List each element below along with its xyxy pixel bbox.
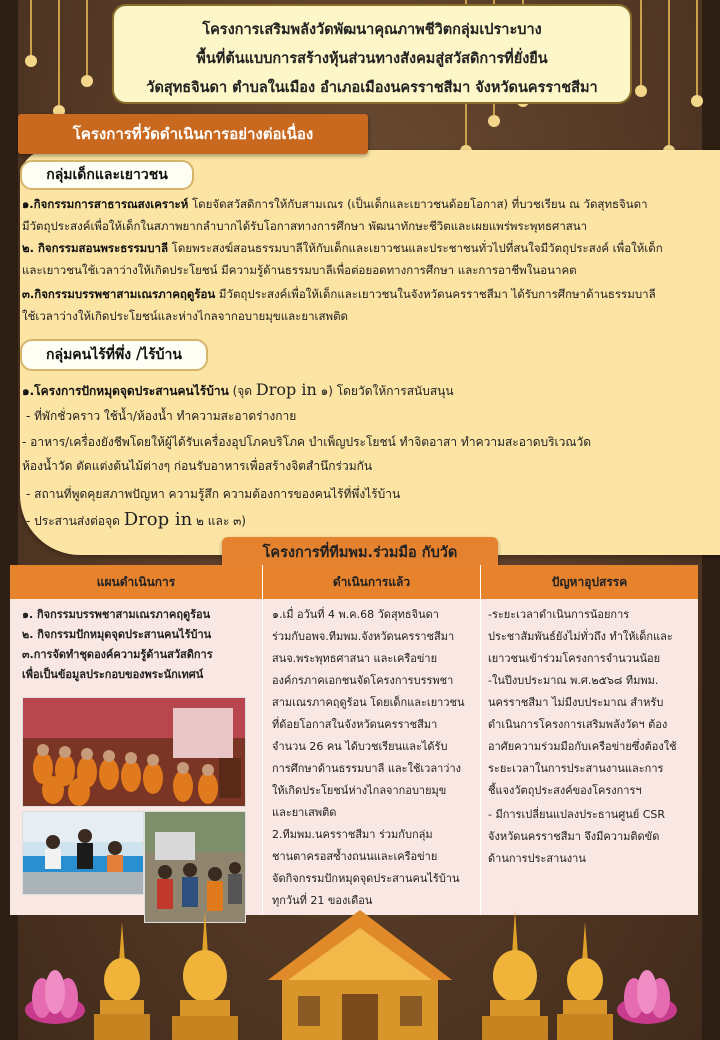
- homeless-line-1: [22, 379, 454, 402]
- right-pagoda-2-icon: [555, 922, 615, 1040]
- done-line-13: จัดกิจกรรมปักหมุดจุดประสานคนไร้บ้าน: [272, 872, 460, 885]
- header-line-2: พื้นที่ต้นแบบการสร้างหุ้นส่วนทางสังคมสู่สวัสดิการที่ยั่งยืน: [196, 51, 548, 67]
- community-photo: [144, 811, 246, 923]
- right-pagoda-icon: [480, 910, 550, 1040]
- youth-line-1-title: ๑.กิจกรรมการสาธารณสงเคราะห์: [22, 197, 189, 211]
- hanging-ornament: [640, 0, 642, 90]
- youth-line-2-text: มีวัตถุประสงค์เพื่อให้เด็กในสภาพยากลำบากได้รับโอกาสทางการศึกษา พัฒนาทักษะชีวิตและเผยแพร่พระพุทธศาสนา: [22, 219, 588, 233]
- done-line-4: องค์กรภาคเอกชนจัดโครงการบรรพชา: [272, 674, 454, 687]
- done-line-2: ร่วมกับอพจ.ทีมพม.จังหวัดนครราชสีมา: [272, 630, 455, 643]
- done-line-8: การศึกษาด้านธรรมบาลี และใช้เวลาว่าง: [272, 762, 461, 775]
- problem-line-4: -ในปีงบประมาณ พ.ศ.๒๕๖๘ ทีมพม.: [488, 674, 659, 687]
- homeless-bullet-3: - สถานที่พูดคุยสภาพปัญหา ความรู้สึก ความต้องการของคนไร้ที่พึ่งไร้บ้าน: [26, 487, 401, 501]
- plan-item-3: ๓.การจัดทำชุดองค์ความรู้ด้านสวัสดิการ: [22, 648, 213, 661]
- youth-line-4: [22, 259, 577, 281]
- done-line-12: ชานตาครอสซ้ำงถนนและเครือข่าย: [272, 850, 438, 863]
- homeless-bullet-2b: ห้องน้ำวัด ตัดแต่งต้นไม้ต่างๆ ก่อนรับอาหารเพื่อสร้างจิตสำนึกร่วมกัน: [22, 459, 373, 473]
- plan-item-1: ๑. กิจกรรมบรรพชาสามเณรภาคฤดูร้อน: [22, 608, 211, 621]
- problem-line-11: จังหวัดนครราชสีมา จึงมีความติดขัด: [488, 830, 660, 843]
- youth-line-5-text: มีวัตถุประสงค์เพื่อให้เด็กและเยาวชนในจังหวัดนครราชสีมา ได้รับการศึกษาด้านธรรมบาลี: [215, 287, 656, 301]
- problem-line-5: นครราชสีมา ไม่มีงบประมาณ สำหรับ: [488, 696, 664, 709]
- hanging-ornament: [58, 0, 60, 110]
- problem-line-6: ดำเนินการโครงการเสริมพลังวัดฯ ต้อง: [488, 718, 668, 731]
- problem-line-7: อาศัยความร่วมมือกับเครือข่ายซึ่งต้องใช้: [488, 740, 677, 753]
- table-header-problems: ปัญหาอุปสรรค: [551, 575, 628, 589]
- plan-item-2: ๒. กิจกรรมปักหมุดจุดประสานคนไร้บ้าน: [22, 628, 212, 641]
- problem-line-10: - มีการเปลี่ยนแปลงประธานศูนย์ CSR: [488, 808, 666, 821]
- table-header-done: ดำเนินการแล้ว: [263, 565, 481, 599]
- problem-line-9: ชี้แจงวัตถุประสงค์ของโครงการฯ: [488, 784, 642, 797]
- done-line-7: จำนวน 26 คน ได้บวชเรียนและได้รับ: [272, 740, 448, 753]
- youth-group-heading: กลุ่มเด็กและเยาวชน: [20, 160, 194, 190]
- done-line-6: ที่ด้อยโอกาสในจังหวัดนครราชสีมา: [272, 718, 438, 731]
- youth-line-1: [22, 193, 648, 215]
- done-line-14: ทุกวันที่ 21 ของเดือน: [272, 894, 373, 907]
- youth-line-6: [22, 305, 348, 327]
- hanging-ornament: [86, 0, 88, 80]
- table-header-row: [10, 565, 698, 599]
- homeless-bullet-4: [26, 509, 246, 532]
- temple-icon: [252, 910, 468, 1040]
- youth-line-3-title: ๒. กิจกรรมสอนพระธรรมบาลี: [22, 241, 169, 255]
- registration-illustration: [23, 812, 143, 894]
- monks-ceremony-illustration: [23, 698, 245, 806]
- homeless-bullet-2: - อาหาร/เครื่องยังชีพโดยให้ผู้ได้รับเครื่องอุปโภคบริโภค บำเพ็ญประโยชน์ ทำจิตอาสา ทำความสะอาดบริเวณวัด: [22, 435, 592, 449]
- cooperation-table: [10, 565, 698, 915]
- homeless-bullet-4-pre: - ประสานส่งต่อจุด: [26, 514, 124, 528]
- plan-item-3b: เพื่อเป็นข้อมูลประกอบของพระนักเทศน์: [22, 668, 204, 681]
- done-line-5: สามเณรภาคฤดูร้อน โดยเด็กและเยาวชน: [272, 696, 465, 709]
- header-line-1: โครงการเสริมพลังวัดพัฒนาคุณภาพชีวิตกลุ่มเปราะบาง: [202, 22, 542, 38]
- table-header-plan: แผนดำเนินการ: [10, 565, 263, 599]
- youth-line-4-text: และเยาวชนใช้เวลาว่างให้เกิดประโยชน์ มีความรู้ด้านธรรมบาลีเพื่อต่อยอดทางการศึกษา และการอาชีพในอนาคต: [22, 263, 577, 277]
- problem-line-8: ระยะเวลาในการประสานงานและการ: [488, 762, 664, 775]
- youth-line-6-text: ใช้เวลาว่างให้เกิดประโยชน์และห่างไกลจากอบายมุขและยาเสพติด: [22, 309, 349, 323]
- homeless-bullet-1: - ที่พักชั่วคราว ใช้น้ำ/ห้องน้ำ ทำความสะอาดร่างกาย: [26, 409, 297, 423]
- left-pagoda-2-icon: [170, 910, 240, 1040]
- problem-line-3: เยาวชนเข้าร่วมโครงการจำนวนน้อย: [488, 652, 661, 665]
- homeless-project-title: ๑.โครงการปักหมุดจุดประสานคนไร้บ้าน: [22, 384, 229, 398]
- homeless-line-1-post: ๑) โดยวัดให้การสนับสนุน: [316, 384, 454, 398]
- monks-ceremony-photo: [22, 697, 246, 807]
- homeless-group-heading: กลุ่มคนไร้ที่พึ่ง /ไร้บ้าน: [20, 339, 208, 371]
- lotus-left-icon: [22, 970, 88, 1030]
- done-line-11: 2.ทีมพม.นครราชสีมา ร่วมกับกลุ่ม: [272, 828, 433, 841]
- done-line-3: สนจ.พระพุทธศาสนา และเครือข่าย: [272, 652, 438, 665]
- hanging-ornament: [696, 0, 698, 100]
- problem-line-1: -ระยะเวลาดำเนินการน้อยการ: [488, 608, 630, 621]
- header-line-3: วัดสุทธจินดา ตำบลในเมือง อำเภอเมืองนครราชสีมา จังหวัดนครราชสีมา: [146, 80, 598, 96]
- ongoing-projects-banner: โครงการที่วัดดำเนินการอย่างต่อเนื่อง: [18, 114, 368, 154]
- left-pagoda-icon: [92, 922, 152, 1040]
- youth-line-3-text: โดยพระสงฆ์สอนธรรมบาลีให้กับเด็กและเยาวชนและประชาชนทั่วไปที่สนใจมีวัตถุประสงค์ เพื่อให้เด็ก: [168, 241, 663, 255]
- youth-line-3: [22, 237, 663, 259]
- homeless-line-1-mid: (จุด: [228, 384, 256, 398]
- done-line-1: ๑.เมื่ อวันที่ 4 พ.ค.68 วัดสุทธจินดา: [272, 608, 439, 621]
- lotus-right-icon: [614, 970, 680, 1030]
- done-line-10: และยาเสพติด: [272, 806, 337, 819]
- hanging-ornament: [668, 0, 670, 150]
- youth-line-1-text: โดยจัดสวัสดิการให้กับสามเณร (เป็นเด็กและเยาวชนด้อยโอกาส) ที่บวชเรียน ณ วัดสุทธจินดา: [188, 197, 648, 211]
- drop-in-label: Drop in: [255, 380, 317, 399]
- hanging-ornament: [30, 0, 32, 60]
- youth-line-5-title: ๓.กิจกรรมบรรพชาสามเณรภาคฤดูร้อน: [22, 287, 216, 301]
- problem-line-12: ด้านการประสานงาน: [488, 852, 586, 865]
- youth-line-2: [22, 215, 587, 237]
- registration-photo: [22, 811, 144, 895]
- header-box: [112, 4, 632, 104]
- problem-line-2: ประชาสัมพันธ์ยังไม่ทั่วถึง ทำให้เด็กและ: [488, 630, 673, 643]
- youth-line-5: [22, 283, 656, 305]
- done-line-9: ให้เกิดประโยชน์ห่างไกลจากอบายมุข: [272, 784, 447, 797]
- homeless-bullet-4-post: ๒ และ ๓): [192, 514, 246, 528]
- drop-in-label-2: Drop in: [123, 509, 193, 530]
- cooperation-projects-banner: โครงการที่ทีมพม.ร่วมมือ กับวัด: [222, 537, 498, 569]
- community-illustration: [145, 812, 245, 922]
